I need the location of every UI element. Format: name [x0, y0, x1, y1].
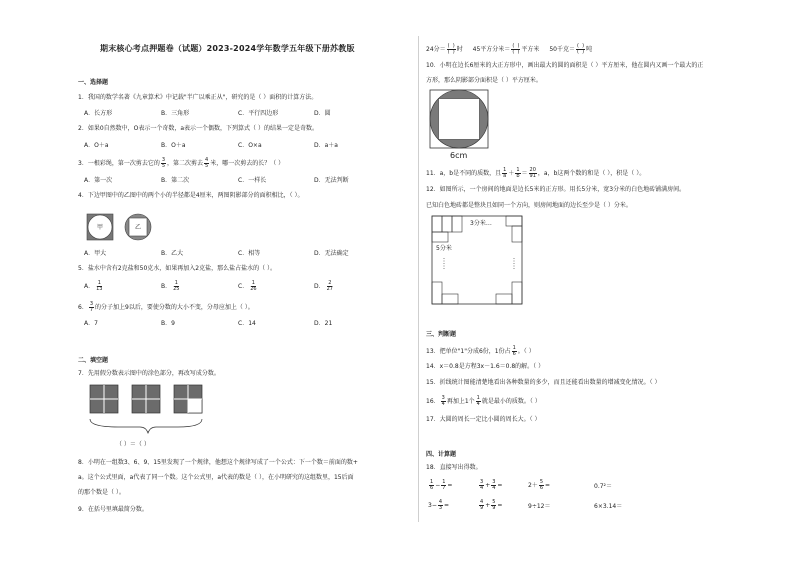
q8-line-2: a。这个公式里面，a代表了同一个数。这个公式里，a代表的数是（ ），在小明研究的这组数里，15后面 [78, 474, 354, 481]
q6-opt-a[interactable]: A．7 [84, 320, 98, 327]
q12-floor-figure [430, 214, 530, 310]
q10-line-2: 方形，那么阴影部分面积是（ ）平方厘米。 [426, 77, 542, 84]
q3-frac-2: $\frac{4}{5}$ [205, 157, 209, 169]
q18-r2-c2[interactable]: $\frac{4}{9}$ + $\frac{5}{9}$ = [480, 499, 503, 511]
q7-stem: 7．先用假分数表示图中的涂色部分，再改写成分数。 [78, 370, 220, 377]
q12-line-1: 12．如图所示，一个房间的地面是边长5米的正方形。用长5分米，宽3分米的白色地砖铺满房间。 [426, 186, 686, 193]
page-title: 期末核心考点押题卷（试题）2023-2024学年数学五年级下册苏教版 [100, 44, 355, 53]
q9-blank-c[interactable]: $\frac{( )}{( )}$ [576, 43, 585, 55]
q3-opt-d[interactable]: D．无法判断 [314, 177, 349, 184]
q18-stem: 18．直接写出得数。 [426, 464, 482, 471]
q15-stem: 15．折线统计图能清楚地看出各种数量的多少，而且还能看出数量的增减变化情况。（ ） [426, 379, 661, 386]
q3-opt-b[interactable]: B．第二次 [161, 177, 190, 184]
right-column [426, 0, 726, 562]
q18-r1-c1[interactable]: $\frac{1}{6}$ − $\frac{1}{7}$ = [430, 479, 453, 491]
q18-r1-c3[interactable]: 2＋ $\frac{5}{6}$ = [528, 479, 551, 491]
q18-r1-c4[interactable]: 0.7²＝ [594, 483, 612, 490]
q5-opt-c[interactable]: C． $\frac{1}{26}$ [238, 280, 257, 292]
q6-stem: 6． $\frac{3}{7}$ 的分子加上9以后，要使分数的大小不变，分母应加上（ ）。 [78, 301, 254, 313]
q7-answer[interactable]: （ ）＝（ ） [116, 441, 150, 448]
section-judge: 三、判断题 [426, 331, 457, 338]
q7-square-3 [174, 385, 202, 413]
q8-line-3: 的那个数是（ ）。 [78, 489, 125, 496]
q16-stem: 16． $\frac{3}{4}$ 再加上1个 $\frac{1}{4}$ 就是最小的质数。（ ） [426, 395, 541, 407]
q1-stem: 1．我国的数学名著《九章算术》中记载"半广以乘正从"，研究的是（ ）面积的计算方法。 [78, 94, 318, 101]
q3-stem: 3．一根彩绳，第一次剪去它的 $\frac{3}{5}$ ，第二次剪去 $\frac{4}{5}$ 米，哪一次剪去的长？（ ） [78, 157, 285, 169]
q18-r2-c3[interactable]: 9÷12＝ [528, 503, 551, 510]
q3-opt-c[interactable]: C．一样长 [238, 177, 267, 184]
q12-room [432, 216, 522, 304]
q2-opt-d[interactable]: D．a＋a [314, 142, 338, 149]
q4-opt-a[interactable]: A．甲大 [84, 250, 107, 257]
q14-stem: 14．x＝0.8是方程3x－1.6＝0.8的解。（ ） [426, 363, 545, 370]
q5-stem: 5．盐水中含有2克盐和50克水，如果再加入2克盐，那么盐占盐水的（ ）。 [78, 265, 276, 272]
q5-opt-b[interactable]: B． $\frac{1}{25}$ [161, 280, 180, 292]
q9-blank-b[interactable]: $\frac{( )}{( )}$ [512, 43, 520, 55]
q10-size-label: 6cm [450, 151, 468, 160]
left-column [78, 0, 410, 562]
q17-stem: 17．大圆的周长一定比小圆的周长大。（ ） [426, 416, 541, 423]
q18-r2-c4[interactable]: 6×3.14＝ [594, 503, 623, 510]
q11-stem: 11．a，b是不同的质数，且 $\frac{1}{a}$ ＋ $\frac{1}{b}$ ＝ $\frac{20}{91}$ ，a，b这两个数的和是（ ），积是（ ）。 [426, 167, 646, 179]
q6-opt-d[interactable]: D．21 [314, 320, 333, 327]
q1-opt-b[interactable]: B．三角形 [161, 110, 190, 117]
q6-opt-c[interactable]: C．14 [238, 320, 256, 327]
q4-opt-d[interactable]: D．无法确定 [314, 250, 349, 257]
q18-r1-c2[interactable]: $\frac{3}{4}$ + $\frac{3}{4}$ = [480, 479, 503, 491]
q1-opt-d[interactable]: D．圆 [314, 110, 331, 117]
q6-opt-b[interactable]: B．9 [161, 320, 175, 327]
q2-opt-b[interactable]: B．O＋a [161, 142, 186, 149]
q3-opt-a[interactable]: A．第一次 [84, 177, 113, 184]
q7-figures [88, 383, 218, 438]
q10-inner-square [439, 99, 480, 140]
q4-figures [86, 213, 156, 243]
q12-label-top: 3分米… [470, 220, 492, 227]
q18-r2-c1[interactable]: 3− $\frac{4}{3}$ = [428, 499, 450, 511]
q7-square-2 [132, 385, 160, 413]
q3-frac-1: $\frac{3}{5}$ [161, 157, 166, 169]
q2-opt-a[interactable]: A．O＋a [84, 142, 109, 149]
q1-opt-c[interactable]: C．平行四边形 [238, 110, 279, 117]
q4-stem: 4．下边甲图中的乙图中的两个小的半径都是4厘米，两图阴影部分的面积相比，（ ）。 [78, 192, 304, 199]
q12-line-2: 已知白色地砖都是整块且如同一个方向，则房间地面的边长至少是（ ）分米。 [426, 202, 632, 209]
q10-line-1: 10．小明在边长6厘米的大正方形中，画出最大的圆的面积是（ ）平方厘米，他在圆内又画一个最大的正 [426, 62, 704, 69]
q10-figure [428, 88, 494, 162]
q7-brace [90, 419, 202, 433]
q5-opt-d[interactable]: D． $\frac{2}{27}$ [314, 280, 333, 292]
section-fill: 二、填空题 [78, 357, 109, 364]
q2-opt-c[interactable]: C．O×a [238, 142, 262, 149]
q9-stem: 9．在括号里填最简分数。 [78, 506, 148, 513]
q1-opt-a[interactable]: A．长方形 [84, 110, 113, 117]
column-divider [418, 36, 419, 522]
q13-stem: 13．把单位"1"分成6份，1份占 $\frac{1}{6}$ 。（ ） [426, 345, 535, 357]
section-choice: 一、选择题 [78, 79, 109, 86]
q12-label-side: 5分米 [436, 245, 452, 252]
q2-stem: 2．如果0自然数中，O表示一个奇数，a表示一个偶数，下列算式（ ）的结果一定是奇数。 [78, 125, 318, 132]
q4-label-jia: 甲 [97, 224, 104, 231]
section-calc: 四、计算题 [426, 451, 457, 458]
q9-blank-a[interactable]: $\frac{( )}{( )}$ [447, 43, 455, 55]
q9-row: 24分＝ $\frac{( )}{( )}$ 时 45平方分米＝ $\frac{( )}{( )}$ 平方米 50千克＝ $\frac{( )}{( )}$ 吨 [426, 43, 593, 55]
q4-label-yi: 乙 [135, 224, 142, 231]
q4-opt-b[interactable]: B．乙大 [161, 250, 184, 257]
q4-opt-c[interactable]: C．相等 [238, 250, 261, 257]
q8-line-1: 8．小明在一组数3、6、9、15里发现了一个规律，他想这个规律写成了一个公式：下一个数＝前面的数+ [78, 459, 358, 466]
q7-square-1 [90, 385, 118, 413]
q5-opt-a[interactable]: A． $\frac{1}{13}$ [84, 280, 103, 292]
